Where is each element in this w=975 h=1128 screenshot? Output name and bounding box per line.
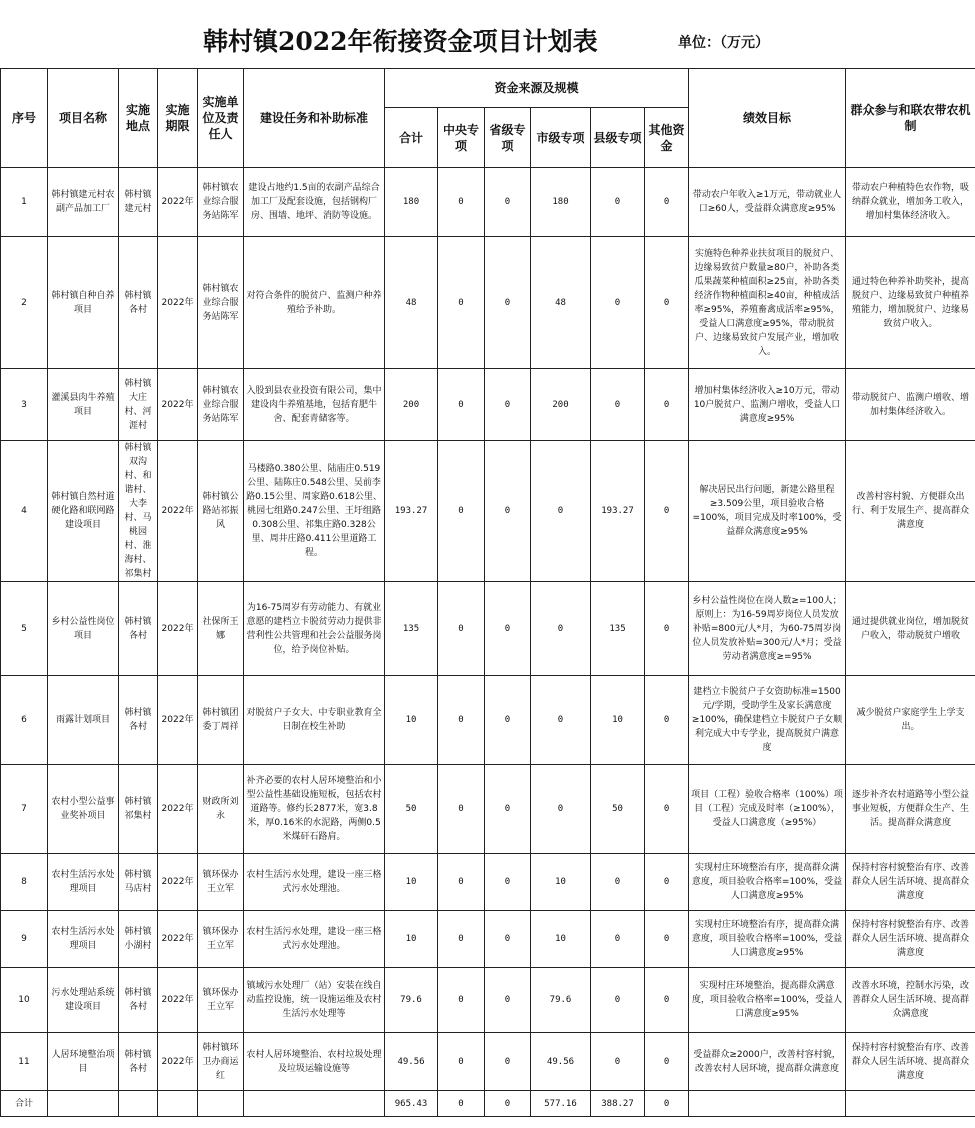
cell-mechanism: 改善水环境，控制水污染，改善群众人居生活环境、提高群众满意度 <box>846 968 975 1033</box>
cell-period: 2022年 <box>158 968 198 1033</box>
cell-city: 79.6 <box>531 968 591 1033</box>
cell-central: 0 <box>438 676 485 765</box>
cell-mechanism: 保持村容村貌整治有序、改善群众人居生活环境、提高群众满意度 <box>846 911 975 968</box>
cell-name: 韩村镇建元村农副产品加工厂 <box>48 168 119 237</box>
cell-seq: 6 <box>1 676 48 765</box>
cell-central: 0 <box>438 168 485 237</box>
table-row <box>1 237 975 369</box>
cell-location: 韩村镇各村 <box>119 237 158 369</box>
cell-total: 10 <box>385 854 438 911</box>
cell-location: 韩村镇各村 <box>119 1033 158 1091</box>
cell-total: 135 <box>385 582 438 676</box>
cell-task: 农村生活污水处理，建设一座三格式污水处理池。 <box>244 911 385 968</box>
cell-seq: 2 <box>1 237 48 369</box>
cell-name: 灌溪县肉牛养殖项目 <box>48 369 119 441</box>
header-task: 建设任务和补助标准 <box>244 69 385 168</box>
cell-owner: 财政所刘永 <box>198 765 244 854</box>
summary-empty-location <box>119 1091 158 1117</box>
cell-total: 48 <box>385 237 438 369</box>
unit-label: 单位：（万元） <box>678 35 769 51</box>
cell-city: 10 <box>531 854 591 911</box>
cell-total: 180 <box>385 168 438 237</box>
cell-location: 韩村镇马店村 <box>119 854 158 911</box>
table-row <box>1 911 975 968</box>
header-seq: 序号 <box>1 69 48 168</box>
header-provincial: 省级专项 <box>485 108 531 168</box>
cell-name: 雨露计划项目 <box>48 676 119 765</box>
cell-task: 农村生活污水处理，建设一座三格式污水处理池。 <box>244 854 385 911</box>
header-city: 市级专项 <box>531 108 591 168</box>
cell-mechanism: 改善村容村貌、方便群众出行、利于发展生产、提高群众满意度 <box>846 441 975 582</box>
cell-provincial: 0 <box>485 1033 531 1091</box>
cell-period: 2022年 <box>158 676 198 765</box>
cell-period: 2022年 <box>158 582 198 676</box>
cell-name: 韩村镇自然村道硬化路和联网路建设项目 <box>48 441 119 582</box>
cell-period: 2022年 <box>158 911 198 968</box>
cell-period: 2022年 <box>158 854 198 911</box>
cell-city: 48 <box>531 237 591 369</box>
cell-seq: 4 <box>1 441 48 582</box>
cell-name: 污水处理站系统建设项目 <box>48 968 119 1033</box>
cell-county: 10 <box>591 676 645 765</box>
header-county: 县级专项 <box>591 108 645 168</box>
cell-task: 建设占地约1.5亩的农副产品综合加工厂及配套设施，包括钢构厂房、围墙、地坪、消防等设施。 <box>244 168 385 237</box>
cell-owner: 镇环保办王立军 <box>198 854 244 911</box>
cell-task: 镇域污水处理厂（站）安装在线自动监控设施，统一设施运维及农村生活污水处理等 <box>244 968 385 1033</box>
cell-central: 0 <box>438 369 485 441</box>
summary-row <box>1 1091 975 1117</box>
table-row <box>1 369 975 441</box>
cell-goal: 解决居民出行问题，新建公路里程≥3.509公里，项目验收合格=100%，项目完成及时率100%，受益群众满意度≥95% <box>689 441 846 582</box>
header-total: 合计 <box>385 108 438 168</box>
cell-seq: 8 <box>1 854 48 911</box>
summary-city: 577.16 <box>531 1091 591 1117</box>
cell-mechanism: 保持村容村貌整治有序、改善群众人居生活环境、提高群众满意度 <box>846 854 975 911</box>
cell-period: 2022年 <box>158 237 198 369</box>
cell-task: 对符合条件的脱贫户、监测户种养殖给予补助。 <box>244 237 385 369</box>
cell-owner: 韩村镇农业综合服务站陈军 <box>198 369 244 441</box>
cell-other: 0 <box>645 854 689 911</box>
cell-city: 0 <box>531 676 591 765</box>
cell-period: 2022年 <box>158 1033 198 1091</box>
cell-other: 0 <box>645 369 689 441</box>
cell-goal: 项目（工程）验收合格率（100%）项目（工程）完成及时率（≥100%），受益人口满意度（≥95%） <box>689 765 846 854</box>
cell-goal: 实施特色种养业扶贫项目的脱贫户、边缘易致贫户数量≥80户，补助各类瓜果蔬菜种植面积≥25亩，补助各类经济作物种植面积≥40亩，种植成活率≥95%，养殖畜禽成活率≥95%，受益人口满意度≥95%，带动脱贫户、边缘易致贫户发展产业，增加收入。 <box>689 237 846 369</box>
table-row <box>1 765 975 854</box>
cell-provincial: 0 <box>485 676 531 765</box>
cell-central: 0 <box>438 237 485 369</box>
table-row <box>1 1033 975 1091</box>
cell-central: 0 <box>438 854 485 911</box>
cell-mechanism: 逐步补齐农村道路等小型公益事业短板，方便群众生产、生活。提高群众满意度 <box>846 765 975 854</box>
cell-mechanism: 通过提供就业岗位，增加脱贫户收入，带动脱贫户增收 <box>846 582 975 676</box>
table-row <box>1 676 975 765</box>
cell-location: 韩村镇小湖村 <box>119 911 158 968</box>
cell-period: 2022年 <box>158 369 198 441</box>
summary-empty-goal <box>689 1091 846 1117</box>
cell-county: 135 <box>591 582 645 676</box>
cell-provincial: 0 <box>485 968 531 1033</box>
table-body <box>1 168 975 1091</box>
cell-central: 0 <box>438 441 485 582</box>
cell-city: 0 <box>531 582 591 676</box>
header-other: 其他资金 <box>645 108 689 168</box>
cell-central: 0 <box>438 911 485 968</box>
page-title: 韩村镇2022年衔接资金项目计划表 <box>203 27 598 56</box>
cell-period: 2022年 <box>158 441 198 582</box>
cell-central: 0 <box>438 968 485 1033</box>
cell-central: 0 <box>438 582 485 676</box>
cell-total: 10 <box>385 676 438 765</box>
cell-city: 0 <box>531 441 591 582</box>
cell-county: 50 <box>591 765 645 854</box>
cell-total: 49.56 <box>385 1033 438 1091</box>
cell-owner: 韩村镇公路站祁振风 <box>198 441 244 582</box>
cell-seq: 7 <box>1 765 48 854</box>
cell-total: 79.6 <box>385 968 438 1033</box>
header-location: 实施地点 <box>119 69 158 168</box>
cell-county: 0 <box>591 911 645 968</box>
cell-owner: 韩村镇农业综合服务站陈军 <box>198 168 244 237</box>
cell-central: 0 <box>438 1033 485 1091</box>
cell-provincial: 0 <box>485 168 531 237</box>
cell-name: 人居环境整治项目 <box>48 1033 119 1091</box>
cell-other: 0 <box>645 968 689 1033</box>
summary-total: 965.43 <box>385 1091 438 1117</box>
cell-county: 0 <box>591 369 645 441</box>
cell-mechanism: 通过特色种养补助奖补，提高脱贫户、边缘易致贫户种植养殖能力，增加脱贫户、边缘易致贫户收入。 <box>846 237 975 369</box>
cell-goal: 增加村集体经济收入≥10万元，带动10户脱贫户、监测户增收，受益人口满意度≥95% <box>689 369 846 441</box>
cell-city: 49.56 <box>531 1033 591 1091</box>
cell-location: 韩村镇建元村 <box>119 168 158 237</box>
cell-task: 对脱贫户子女大、中专职业教育全日制在校生补助 <box>244 676 385 765</box>
cell-total: 200 <box>385 369 438 441</box>
table-row <box>1 582 975 676</box>
summary-empty-period <box>158 1091 198 1117</box>
table-row <box>1 854 975 911</box>
header-mechanism: 群众参与和联农带农机制 <box>846 69 975 168</box>
cell-owner: 镇环保办王立军 <box>198 968 244 1033</box>
cell-seq: 11 <box>1 1033 48 1091</box>
cell-mechanism: 保持村容村貌整治有序、改善群众人居生活环境、提高群众满意度 <box>846 1033 975 1091</box>
cell-period: 2022年 <box>158 168 198 237</box>
cell-other: 0 <box>645 237 689 369</box>
table-row <box>1 441 975 582</box>
cell-goal: 实现村庄环境整治有序，提高群众满意度，项目验收合格率=100%，受益人口满意度≥95% <box>689 854 846 911</box>
cell-provincial: 0 <box>485 765 531 854</box>
cell-location: 韩村镇祁集村 <box>119 765 158 854</box>
cell-county: 0 <box>591 168 645 237</box>
cell-name: 农村生活污水处理项目 <box>48 854 119 911</box>
header-central: 中央专项 <box>438 108 485 168</box>
cell-goal: 建档立卡脱贫户子女资助标准=1500元/学期，受助学生及家长满意度≥100%，确保建档立卡脱贫户子女顺利完成大中专学业，提高脱贫户满意度 <box>689 676 846 765</box>
table-row <box>1 168 975 237</box>
summary-provincial: 0 <box>485 1091 531 1117</box>
cell-county: 193.27 <box>591 441 645 582</box>
cell-total: 193.27 <box>385 441 438 582</box>
summary-county: 388.27 <box>591 1091 645 1117</box>
cell-county: 0 <box>591 854 645 911</box>
cell-other: 0 <box>645 441 689 582</box>
cell-county: 0 <box>591 1033 645 1091</box>
header-goal: 绩效目标 <box>689 69 846 168</box>
cell-city: 0 <box>531 765 591 854</box>
cell-provincial: 0 <box>485 237 531 369</box>
cell-other: 0 <box>645 676 689 765</box>
cell-name: 农村生活污水处理项目 <box>48 911 119 968</box>
cell-seq: 5 <box>1 582 48 676</box>
summary-empty-name <box>48 1091 119 1117</box>
cell-task: 为16-75周岁有劳动能力、有就业意愿的建档立卡脱贫劳动力提供非营利性公共管理和社会公益服务岗位，给予岗位补贴。 <box>244 582 385 676</box>
cell-task: 农村人居环境整治、农村垃圾处理及垃圾运输设施等 <box>244 1033 385 1091</box>
cell-provincial: 0 <box>485 369 531 441</box>
cell-goal: 乡村公益性岗位在岗人数≥=100人；原则上：为16-59周岁岗位人员发放补贴=800元/人*月，为60-75周岁岗位人员发放补贴=300元/人*月；受益劳动者满意度≥=95% <box>689 582 846 676</box>
cell-owner: 社保所王娜 <box>198 582 244 676</box>
cell-county: 0 <box>591 968 645 1033</box>
cell-provincial: 0 <box>485 854 531 911</box>
cell-other: 0 <box>645 911 689 968</box>
cell-owner: 镇环保办王立军 <box>198 911 244 968</box>
cell-seq: 10 <box>1 968 48 1033</box>
cell-provincial: 0 <box>485 582 531 676</box>
cell-provincial: 0 <box>485 911 531 968</box>
cell-task: 入股到县农业投资有限公司，集中建设肉牛养殖基地，包括育肥牛舍、配套青储客等。 <box>244 369 385 441</box>
cell-seq: 3 <box>1 369 48 441</box>
cell-other: 0 <box>645 582 689 676</box>
cell-seq: 9 <box>1 911 48 968</box>
plan-table <box>0 68 975 1117</box>
header-owner: 实施单位及责任人 <box>198 69 244 168</box>
cell-name: 韩村镇自种自养项目 <box>48 237 119 369</box>
summary-empty-mechanism <box>846 1091 975 1117</box>
cell-other: 0 <box>645 1033 689 1091</box>
cell-task: 补齐必要的农村人居环境整治和小型公益性基础设施短板，包括农村道路等。修约长2877米，宽3.8米，厚0.16米的水泥路，两侧0.5米煤矸石路肩。 <box>244 765 385 854</box>
cell-location: 韩村镇各村 <box>119 968 158 1033</box>
cell-owner: 韩村镇农业综合服务站陈军 <box>198 237 244 369</box>
cell-city: 200 <box>531 369 591 441</box>
cell-city: 180 <box>531 168 591 237</box>
cell-central: 0 <box>438 765 485 854</box>
header-name: 项目名称 <box>48 69 119 168</box>
cell-period: 2022年 <box>158 765 198 854</box>
cell-other: 0 <box>645 765 689 854</box>
cell-goal: 实现村庄环境整治，提高群众满意度，项目验收合格率=100%，受益人口满意度≥95% <box>689 968 846 1033</box>
cell-seq: 1 <box>1 168 48 237</box>
cell-location: 韩村镇各村 <box>119 676 158 765</box>
summary-other: 0 <box>645 1091 689 1117</box>
cell-owner: 韩村镇团委丁周祥 <box>198 676 244 765</box>
header-period: 实施期限 <box>158 69 198 168</box>
summary-central: 0 <box>438 1091 485 1117</box>
summary-empty-task <box>244 1091 385 1117</box>
table-row <box>1 968 975 1033</box>
header-funds-group: 资金来源及规模 <box>385 69 689 108</box>
cell-name: 农村小型公益事业奖补项目 <box>48 765 119 854</box>
cell-task: 马楼路0.380公里、陆庙庄0.519公里、陆陈庄0.548公里、吴前李路0.15公里、周家路0.618公里、桃园七组路0.247公里、王圩组路0.308公里、祁集庄路0.328公里、周井庄路0.411公里道路工程。 <box>244 441 385 582</box>
cell-goal: 受益群众≥2000户，改善村容村貌，改善农村人居环境，提高群众满意度 <box>689 1033 846 1091</box>
cell-goal: 实现村庄环境整治有序，提高群众满意度，项目验收合格率=100%，受益人口满意度≥95% <box>689 911 846 968</box>
cell-other: 0 <box>645 168 689 237</box>
cell-mechanism: 带动农户种植特色农作物，吸纳群众就业，增加务工收入，增加村集体经济收入。 <box>846 168 975 237</box>
summary-label: 合计 <box>1 1091 48 1117</box>
summary-empty-owner <box>198 1091 244 1117</box>
cell-location: 韩村镇双沟村、和谐村、大李村、马桃园村、淮海村、祁集村 <box>119 441 158 582</box>
cell-total: 50 <box>385 765 438 854</box>
cell-goal: 带动农户年收入≥1万元，带动就业人口≥60人，受益群众满意度≥95% <box>689 168 846 237</box>
cell-owner: 韩村镇环卫办商运红 <box>198 1033 244 1091</box>
cell-provincial: 0 <box>485 441 531 582</box>
cell-mechanism: 带动脱贫户、监测户增收、增加村集体经济收入。 <box>846 369 975 441</box>
cell-location: 韩村镇各村 <box>119 582 158 676</box>
title-bar <box>0 0 975 68</box>
cell-county: 0 <box>591 237 645 369</box>
cell-city: 10 <box>531 911 591 968</box>
cell-total: 10 <box>385 911 438 968</box>
cell-mechanism: 减少脱贫户家庭学生上学支出。 <box>846 676 975 765</box>
cell-location: 韩村镇大庄村、河涯村 <box>119 369 158 441</box>
cell-name: 乡村公益性岗位项目 <box>48 582 119 676</box>
